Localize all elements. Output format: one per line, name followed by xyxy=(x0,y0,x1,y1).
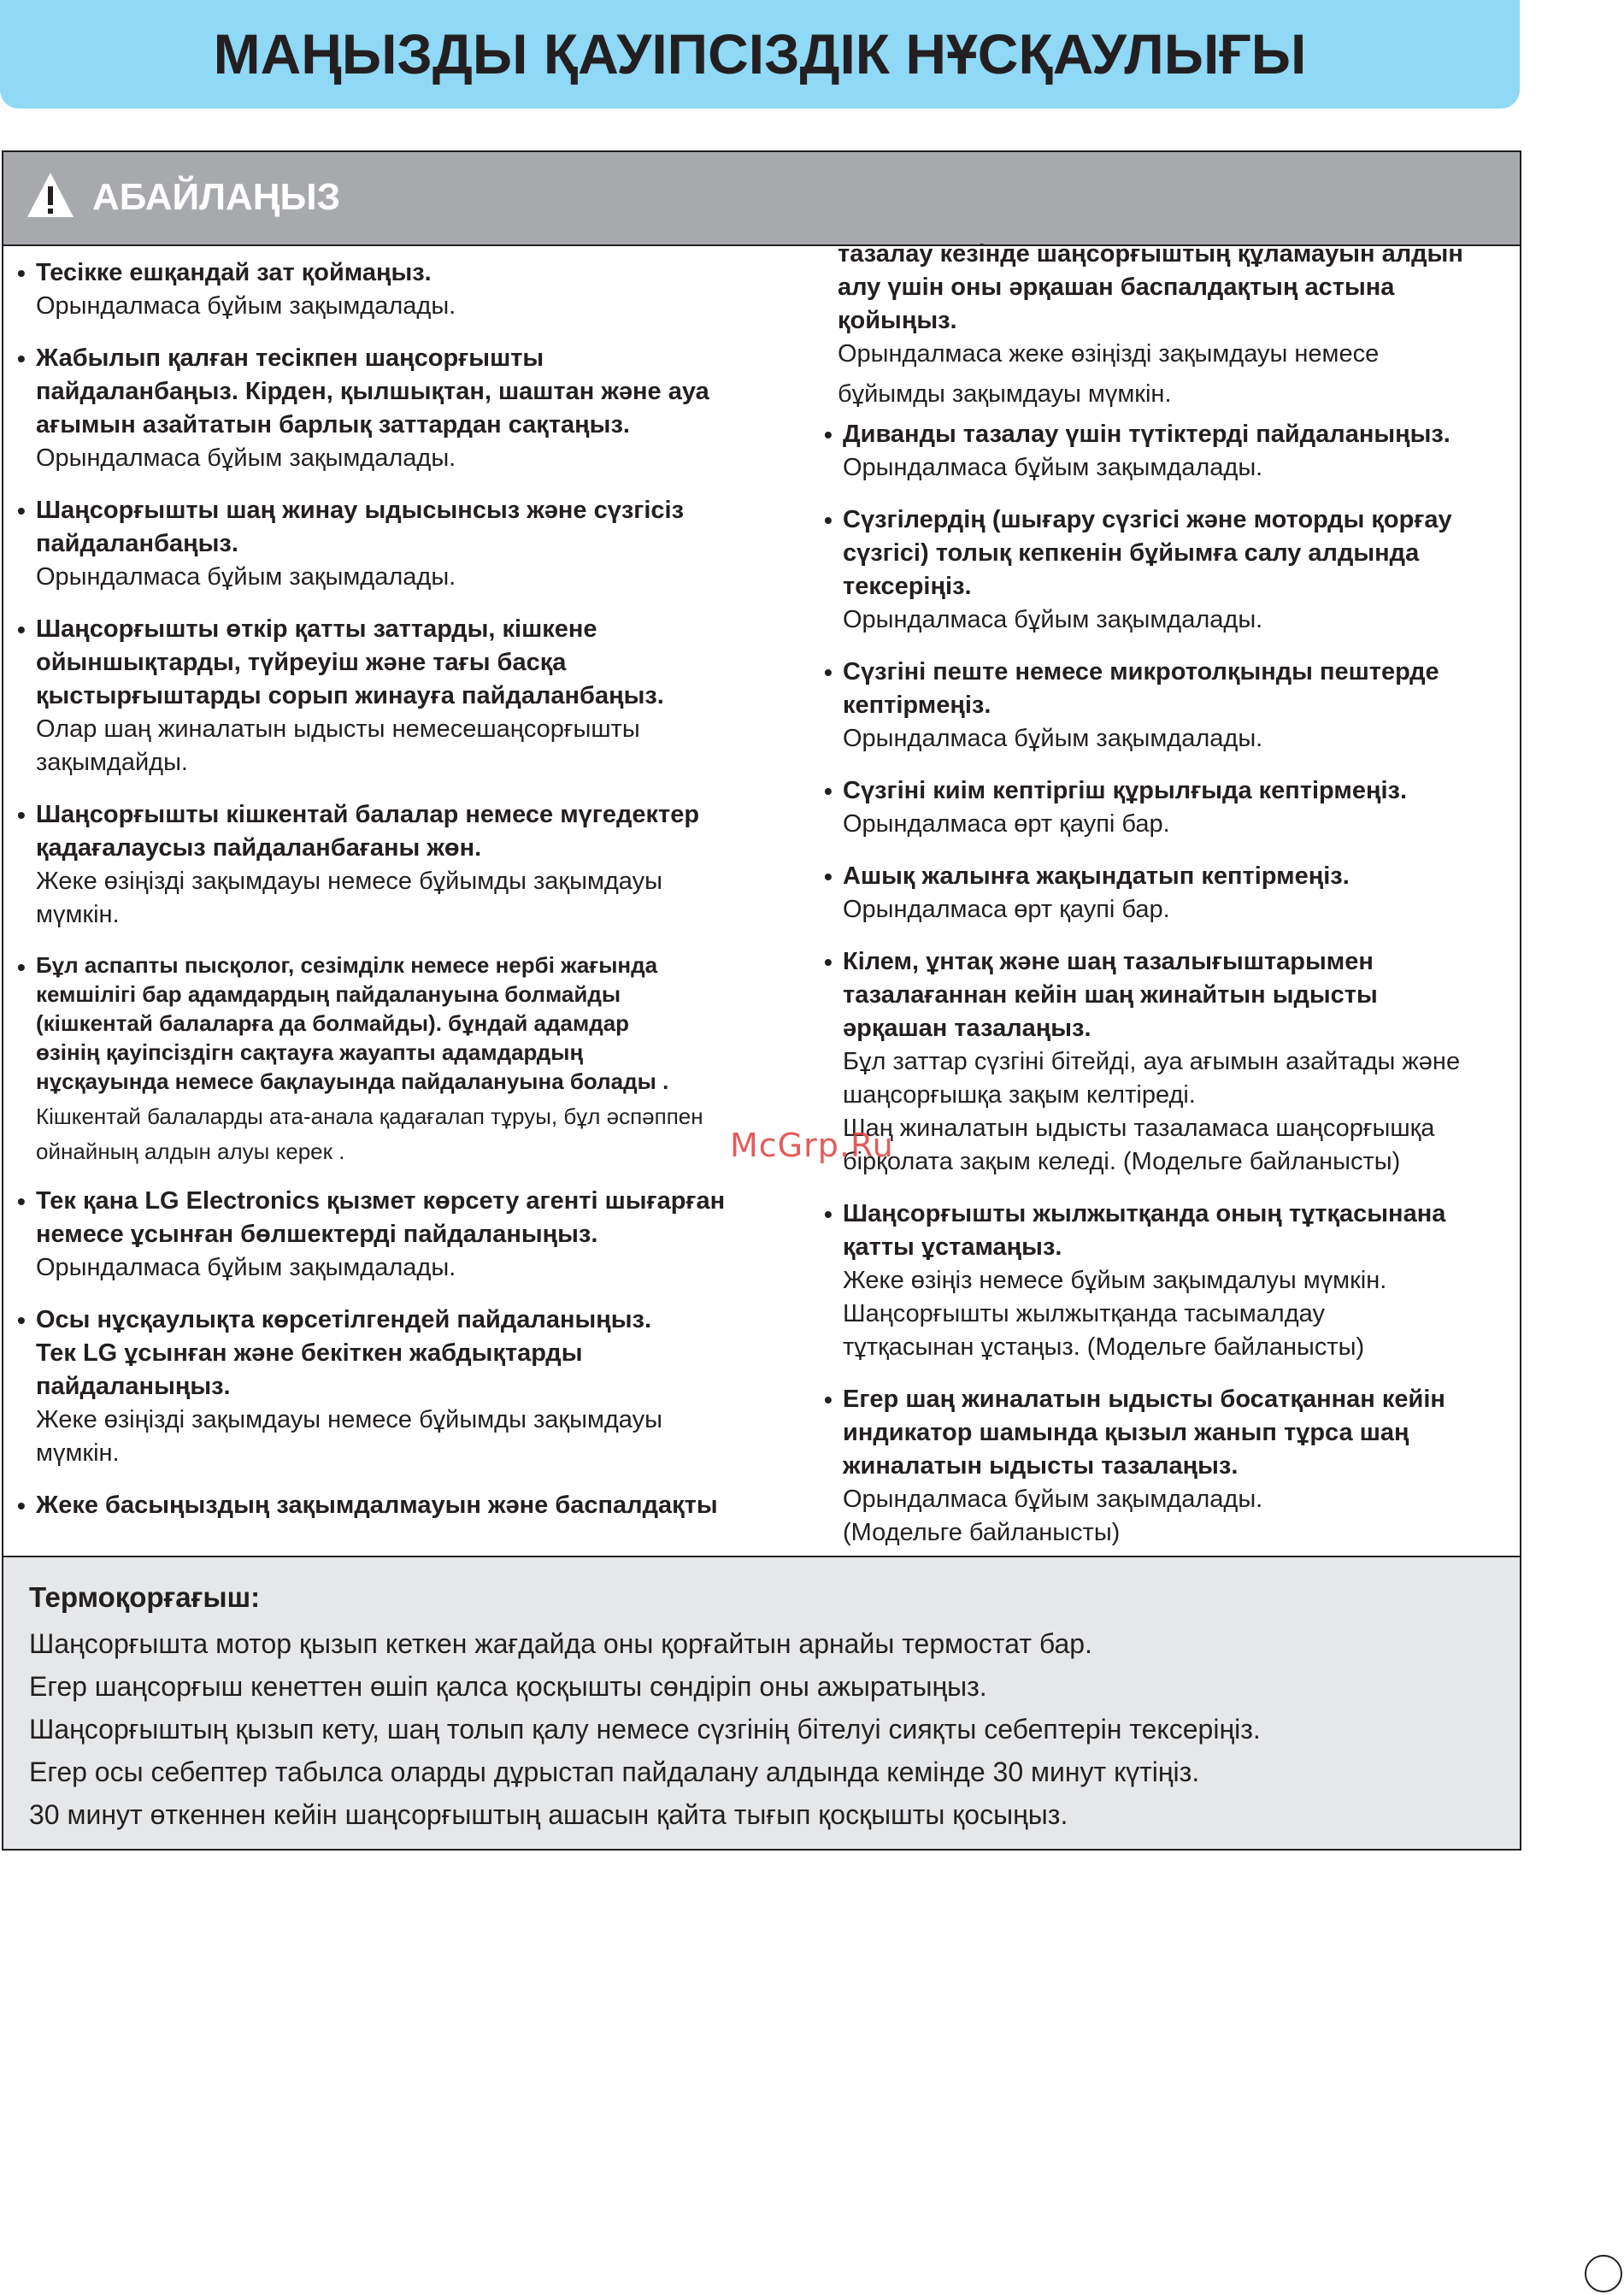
item-note: ойнайның алдын алуы керек . xyxy=(36,1139,345,1164)
item-warning: ағымын азайтатын барлық заттардан сақтаңыз. xyxy=(36,411,630,438)
bullet-icon: • xyxy=(17,954,26,980)
item-warning: қойыңыз. xyxy=(838,307,957,334)
item-warning: Сүзгіні киім кептіргіш құрылғыда кептірмеңіз. xyxy=(843,777,1408,804)
item-warning: Егер шаң жиналатын ыдысты босатқаннан кейін xyxy=(843,1386,1445,1413)
item-warning: жиналатын ыдысты тазалаңыз. xyxy=(843,1452,1239,1480)
item-warning: тексеріңіз. xyxy=(843,573,972,600)
item-warning: өзінің қауіпсіздігн сақтауға жауапты адамдардың xyxy=(36,1039,584,1065)
thermo-title: Термоқорғағыш: xyxy=(29,1581,261,1613)
item-consequence: Жеке өзіңізді зақымдауы немесе бұйымды зақымдауы xyxy=(36,868,662,895)
bullet-icon: • xyxy=(17,497,26,524)
item-consequence: Орындалмаса бұйым зақымдалады. xyxy=(36,444,456,472)
item-warning: (кішкентай балаларға да болмайды). бұндай адамдар xyxy=(36,1010,630,1036)
item-consequence: Шаң жиналатын ыдысты тазаламаса шаңсорғышқа xyxy=(843,1115,1435,1142)
safety-item xyxy=(15,950,768,1166)
item-warning: ойыншықтарды, түйреуіш және тағы басқа xyxy=(36,649,567,676)
bullet-icon: • xyxy=(824,949,833,975)
thermo-line: Егер осы себептер табылса оларды дұрыстап пайдалану алдында кемінде 30 минут күтіңіз. xyxy=(29,1757,1200,1787)
item-consequence: Орындалмаса бұйым зақымдалады. xyxy=(843,606,1263,633)
item-consequence: Орындалмаса бұйым зақымдалады. xyxy=(36,563,456,591)
safety-item xyxy=(15,613,768,780)
warning-triangle-icon xyxy=(26,171,75,219)
bullet-icon: • xyxy=(824,1201,833,1227)
item-warning: Шаңсорғышты шаң жинау ыдысынсыз және сүзгісіз xyxy=(36,497,684,524)
item-warning: Жеке басыңыздың зақымдалмауын және баспалдақты xyxy=(36,1492,718,1519)
item-warning: Тек қана LG Electronics қызмет көрсету агенті шығарған xyxy=(36,1187,726,1215)
item-warning: қатты ұстамаңыз. xyxy=(843,1233,1062,1261)
bullet-icon: • xyxy=(17,1492,26,1519)
page-number-circle xyxy=(1585,2255,1622,2292)
item-consequence: Орындалмаса бұйым зақымдалады. xyxy=(843,725,1263,752)
item-warning: Тесікке ешқандай зат қоймаңыз. xyxy=(36,259,432,286)
title-banner xyxy=(0,0,1520,109)
item-warning: сүзгісі) толық кепкенін бұйымға салу алдында xyxy=(843,539,1420,567)
item-warning: Тек LG ұсынған және бекіткен жабдықтарды xyxy=(36,1339,583,1367)
bullet-icon: • xyxy=(17,345,26,372)
continued-item xyxy=(822,238,1523,411)
item-consequence: Орындалмаса бұйым зақымдалады. xyxy=(36,292,456,320)
thermal-protector-section xyxy=(3,1556,1520,1849)
item-warning: тазалағаннан кейін шаң жинайтын ыдысты xyxy=(843,981,1378,1009)
item-warning: пайдаланбаңыз. xyxy=(36,530,238,557)
item-warning: алу үшін оны әрқашан баспалдақтың астына xyxy=(838,274,1395,301)
item-consequence: Орындалмаса жеке өзіңізді зақымдауы немесе xyxy=(838,340,1380,368)
safety-item xyxy=(822,503,1523,637)
thermo-line: Егер шаңсорғыш кенеттен өшіп қалса қосқышты сөндіріп оны ажыратыңыз. xyxy=(29,1671,987,1702)
item-warning: пайдаланбаңыз. Кірден, қылшықтан, шаштан және ауа xyxy=(36,378,709,405)
item-warning: кептірмеңіз. xyxy=(843,691,991,719)
thermo-line: Шаңсорғыштың қызып кету, шаң толып қалу немесе сүзгінің бітелуі сияқты себептерін тексеріңіз. xyxy=(29,1714,1261,1745)
safety-item xyxy=(822,1198,1523,1364)
bullet-icon: • xyxy=(17,260,26,286)
item-consequence: Жеке өзіңізді зақымдауы немесе бұйымды зақымдауы xyxy=(36,1406,662,1433)
item-consequence: Орындалмаса өрт қаупі бар. xyxy=(843,810,1170,838)
bullet-icon: • xyxy=(824,1386,833,1413)
item-warning: тазалау кезінде шаңсорғыштың құламауын алдын xyxy=(838,240,1463,268)
item-warning: қыстырғыштарды сорып жинауға пайдаланбаңыз. xyxy=(36,682,664,709)
item-warning: Сүзгіні пеште немесе микротолқынды пештерде xyxy=(843,658,1439,686)
page-title: МАҢЫЗДЫ ҚАУІПСІЗДІК НҰСҚАУЛЫҒЫ xyxy=(213,22,1307,85)
item-consequence: мүмкін. xyxy=(36,1439,120,1467)
item-warning: Ашық жалынға жақындатып кептірмеңіз. xyxy=(843,862,1350,890)
safety-item xyxy=(15,256,768,323)
item-warning: Кілем, ұнтақ және шаң тазалығыштарымен xyxy=(843,948,1374,975)
item-note: Кішкентай балаларды ата-анала қадағалап тұруы, бұл әспәппен xyxy=(36,1103,703,1129)
caution-header xyxy=(3,152,1520,246)
safety-item xyxy=(822,656,1523,756)
bullet-icon: • xyxy=(824,659,833,686)
item-warning: Сүзгілердің (шығару сүзгісі және моторды қорғау xyxy=(843,506,1452,533)
thermo-line: 30 минут өткеннен кейін шаңсорғыштың ашасын қайта тығып қосқышты қосыңыз. xyxy=(29,1799,1068,1830)
item-consequence: (Модельге байланысты) xyxy=(843,1519,1121,1546)
bullet-icon: • xyxy=(17,802,26,828)
item-consequence: Орындалмаса бұйым зақымдалады. xyxy=(36,1254,456,1281)
item-consequence: Орындалмаса өрт қаупі бар. xyxy=(843,896,1170,923)
item-warning: нұсқауында немесе бақлауында пайдалануына болады . xyxy=(36,1068,669,1094)
item-warning: Бұл аспапты пысқолог, сезімділк немесе нербі жағында xyxy=(36,952,658,978)
item-consequence: зақымдайды. xyxy=(36,749,188,776)
item-consequence: Орындалмаса бұйым зақымдалады. xyxy=(843,1486,1263,1513)
item-consequence: тұтқасынан ұстаңыз. (Модельге байланысты) xyxy=(843,1333,1365,1361)
item-warning: әрқашан тазалаңыз. xyxy=(843,1015,1091,1042)
bullet-icon: • xyxy=(17,1307,26,1333)
item-warning: Шаңсорғышты өткір қатты заттарды, кішкене xyxy=(36,615,597,643)
item-warning: Шаңсорғышты жылжытқанда оның тұтқасынана xyxy=(843,1200,1446,1227)
item-warning: немесе ұсынған бөлшектерді пайдаланыңыз. xyxy=(36,1221,598,1248)
item-warning: қадағалаусыз пайдаланбағаны жөн. xyxy=(36,834,482,862)
safety-item xyxy=(822,1383,1523,1550)
safety-item xyxy=(15,1185,768,1285)
thermo-line: Шаңсорғышта мотор қызып кеткен жағдайда оны қорғайтын арнайы термостат бар. xyxy=(29,1628,1092,1659)
item-warning: кемшілігі бар адамдардың пайдалануына болмайды xyxy=(36,981,621,1007)
safety-item xyxy=(822,418,1523,485)
safety-item xyxy=(822,860,1523,927)
bullet-icon: • xyxy=(824,863,833,890)
item-consequence: Бұл заттар сүзгіні бітейді, ауа ағымын азайтады және xyxy=(843,1048,1461,1075)
safety-item xyxy=(15,1489,768,1522)
bullet-icon: • xyxy=(824,421,833,448)
bullet-icon: • xyxy=(17,616,26,643)
item-warning: Осы нұсқаулықта көрсетілгендей пайдаланыңыз. xyxy=(36,1306,652,1333)
item-consequence: бірқолата зақым келеді. (Модельге байланысты) xyxy=(843,1148,1401,1175)
thermo-lines xyxy=(29,1622,1494,1836)
safety-item xyxy=(15,342,768,475)
bullet-icon: • xyxy=(17,1188,26,1215)
item-consequence: Шаңсорғышты жылжытқанда тасымалдау xyxy=(843,1300,1325,1327)
item-consequence: бұйымды зақымдауы мүмкін. xyxy=(838,380,1172,408)
item-consequence: Орындалмаса бұйым зақымдалады. xyxy=(843,454,1263,481)
right-column xyxy=(822,240,1523,1568)
item-warning: пайдаланыңыз. xyxy=(36,1373,231,1400)
item-warning: индикатор шамында қызыл жанып тұрса шаң xyxy=(843,1419,1409,1446)
safety-item xyxy=(15,798,768,932)
item-consequence: шаңсорғышқа зақым келтіреді. xyxy=(843,1081,1196,1109)
safety-item xyxy=(822,774,1523,841)
item-consequence: мүмкін. xyxy=(36,901,120,928)
caution-title: АБАЙЛАҢЫЗ xyxy=(92,176,341,218)
item-warning: Жабылып қалған тесікпен шаңсорғышты xyxy=(36,344,544,372)
item-warning: Диванды тазалау үшін түтіктерді пайдаланыңыз. xyxy=(843,421,1450,448)
safety-item xyxy=(15,494,768,594)
item-consequence: Олар шаң жиналатын ыдысты немесешаңсорғышты xyxy=(36,715,640,743)
bullet-icon: • xyxy=(824,778,833,804)
left-column xyxy=(15,256,768,1541)
safety-item xyxy=(15,1303,768,1470)
watermark: McGrp.Ru xyxy=(730,1127,894,1164)
item-warning: Шаңсорғышты кішкентай балалар немесе мүгедектер xyxy=(36,801,700,828)
safety-item xyxy=(822,945,1523,1179)
item-consequence: Жеке өзіңіз немесе бұйым зақымдалуы мүмкін. xyxy=(843,1267,1387,1294)
caution-box xyxy=(2,150,1521,1851)
bullet-icon: • xyxy=(824,507,833,533)
